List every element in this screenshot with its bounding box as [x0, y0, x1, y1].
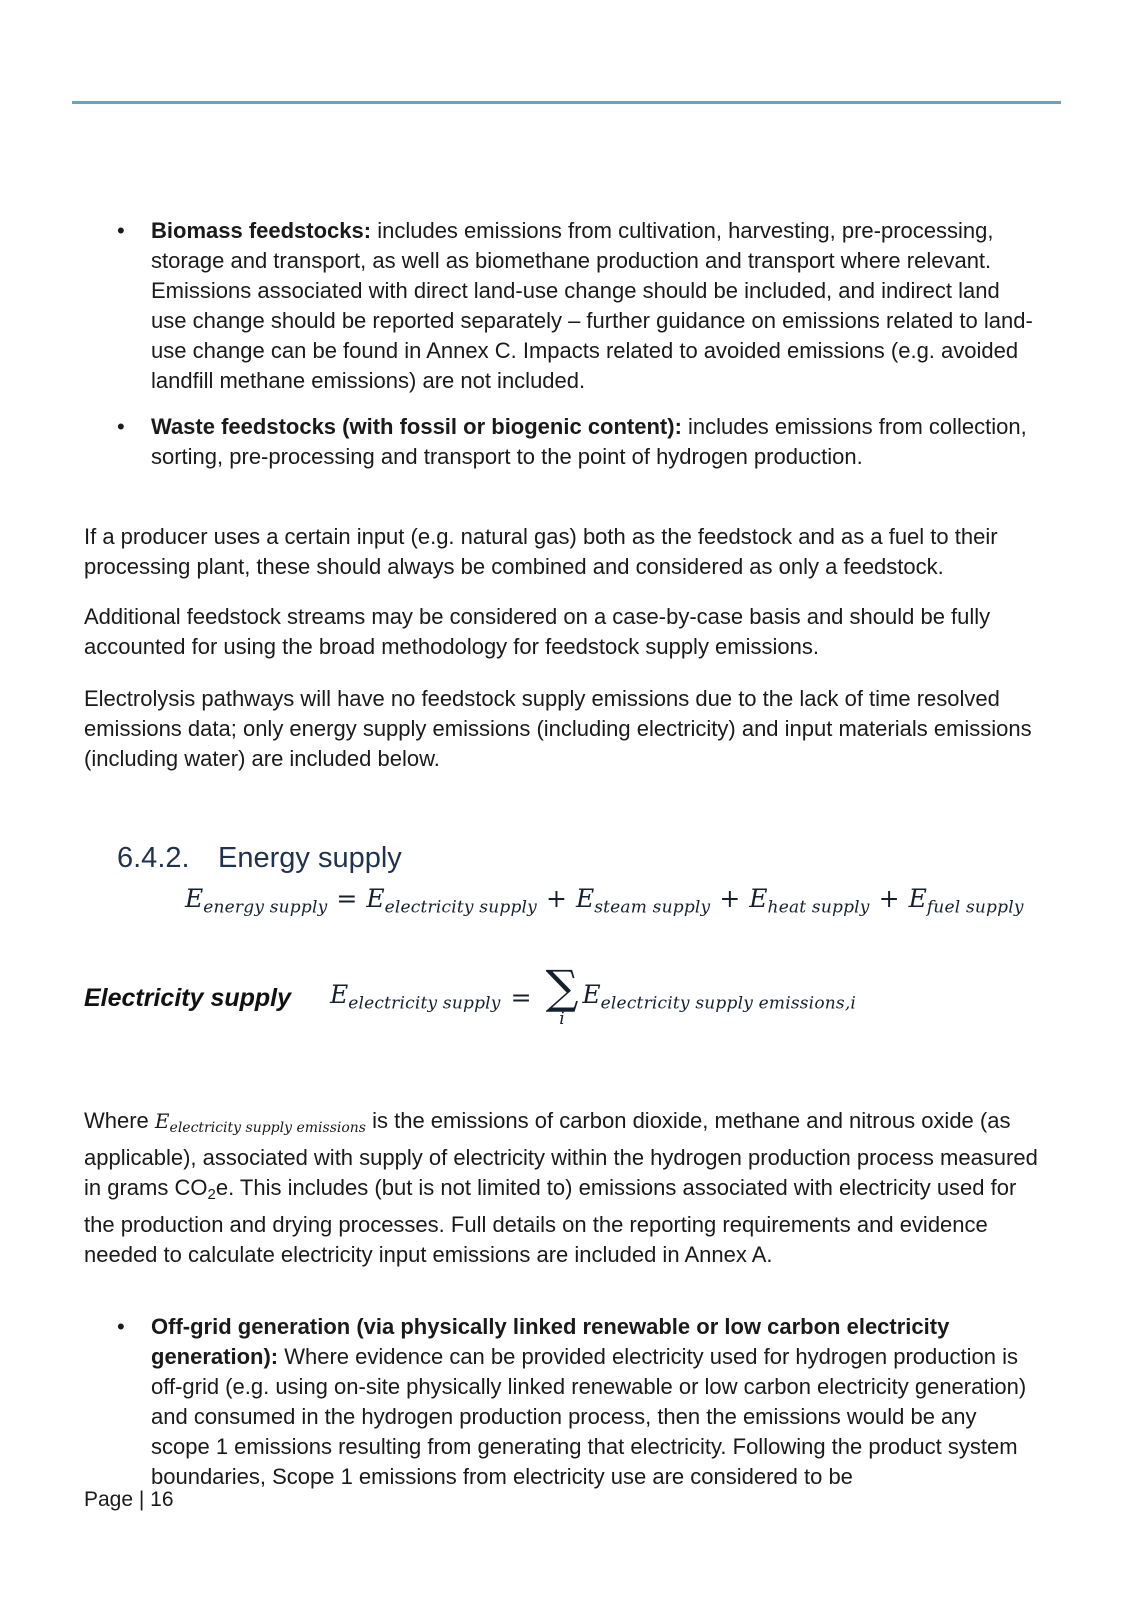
paragraph-additional-feedstock: Additional feedstock streams may be considered on a case-by-case basis and should be fully accounted for using the broad methodology for feedstock supply emissions.	[84, 604, 991, 659]
summation-index: i	[559, 1008, 565, 1029]
formula-operator: +	[545, 884, 567, 913]
electricity-supply-formula	[330, 960, 857, 1029]
formula-variable: E	[582, 980, 601, 1010]
formula-rhs	[582, 980, 856, 1013]
formula-term	[749, 884, 870, 918]
formula-variable: E	[366, 884, 385, 913]
where-prefix: Where	[84, 1108, 155, 1133]
list-item	[117, 412, 1042, 472]
formula-variable: E	[185, 884, 204, 913]
bullet-lead: Off-grid generation (via physically linked renewable or low carbon electricity generation):	[151, 1314, 950, 1369]
where-text-mid: is the emissions of carbon dioxide, methane and nitrous oxide (as applicable), associated with supply of electricity within the hydrogen production process measured in grams CO	[84, 1108, 1038, 1200]
bullet-icon: •	[117, 1314, 125, 1339]
formula-subscript: electricity supply emissions	[169, 1119, 366, 1136]
formula-variable: E	[908, 884, 927, 913]
formula-subscript: electricity supply emissions,i	[600, 993, 857, 1014]
section-title: Energy supply	[218, 842, 402, 874]
where-text-end: e. This includes (but is not limited to) emissions associated with electricity used for the production and drying processes. Full details on the reporting requirements and evidence needed to calculate electricity input emissions are included in Annex A.	[84, 1174, 1017, 1267]
list-item	[117, 216, 1042, 396]
section-number: 6.4.2.	[117, 842, 190, 874]
bullet-body: includes emissions from cultivation, harvesting, pre-processing, storage and transport, as well as biomethane production and transport where relevant. Emissions associated with direct land-use change should be included, and indirect land use change should be reported separately – further guidance on emissions related to land-use change can be found in Annex C. Impacts related to avoided emissions (e.g. avoided landfill methane emissions) are not included.	[151, 218, 1033, 393]
electricity-supply-label: Electricity supply	[84, 984, 292, 1012]
summation-block	[545, 960, 579, 1029]
formula-subscript: heat supply	[767, 897, 870, 918]
bullet-lead: Waste feedstocks (with fossil or biogenic content):	[151, 414, 682, 439]
bullet-biomass-feedstocks	[151, 216, 1041, 396]
bullet-body: includes emissions from collection, sorting, pre-processing and transport to the point of hydrogen production.	[151, 414, 1027, 469]
paragraph-where-definition	[84, 1106, 1040, 1270]
list-item	[117, 1312, 1042, 1492]
formula-term	[908, 884, 1024, 918]
formula-operator: =	[336, 884, 358, 913]
formula-variable: E	[154, 1109, 170, 1133]
formula-subscript: electricity supply	[384, 897, 537, 918]
page-number-footer: Page | 16	[84, 1488, 174, 1511]
co2-subscript: 2	[207, 1185, 216, 1203]
feedstock-bullet-list	[117, 216, 1042, 472]
bullet-body: Where evidence can be provided electricity used for hydrogen production is off-grid (e.g. using on-site physically linked renewable or low carbon electricity generation) and consumed in the hydrogen production process, then the emissions would be any scope 1 emissions resulting from generating that electricity. Following the product system boundaries, Scope 1 emissions from electricity use are considered to be	[151, 1344, 1027, 1489]
formula-variable: E	[575, 884, 595, 913]
bullet-icon: •	[117, 414, 125, 439]
formula-term	[185, 884, 328, 918]
offgrid-bullet-list	[117, 1312, 1042, 1492]
formula-variable: E	[749, 884, 768, 913]
sigma-icon: ∑	[545, 960, 579, 1014]
formula-operator: +	[878, 884, 900, 913]
formula-term	[575, 884, 711, 918]
formula-variable: E	[330, 980, 349, 1010]
formula-subscript: fuel supply	[926, 897, 1024, 918]
energy-supply-formula	[185, 884, 1024, 917]
formula-subscript: energy supply	[203, 897, 328, 918]
formula-subscript: steam supply	[594, 897, 711, 918]
header-rule	[72, 101, 1061, 104]
equals-sign: =	[510, 982, 532, 1012]
inline-math-term	[154, 1109, 366, 1136]
formula-subscript: electricity supply	[348, 993, 501, 1014]
bullet-icon: •	[117, 218, 125, 243]
formula-lhs	[330, 980, 501, 1013]
paragraph-producer-input: If a producer uses a certain input (e.g. natural gas) both as the feedstock and as a fuel to their processing plant, these should always be combined and considered as only a feedstock.	[84, 524, 998, 579]
bullet-waste-feedstocks	[151, 412, 1041, 472]
formula-operator: +	[719, 884, 741, 913]
formula-term	[366, 884, 537, 918]
bullet-lead: Biomass feedstocks:	[151, 218, 372, 243]
bullet-offgrid-generation	[151, 1312, 1041, 1492]
paragraph-electrolysis-pathways: Electrolysis pathways will have no feedstock supply emissions due to the lack of time resolved emissions data; only energy supply emissions (including electricity) and input materials emissions (including water) are included below.	[84, 686, 1032, 771]
section-heading-energy-supply	[117, 840, 402, 876]
